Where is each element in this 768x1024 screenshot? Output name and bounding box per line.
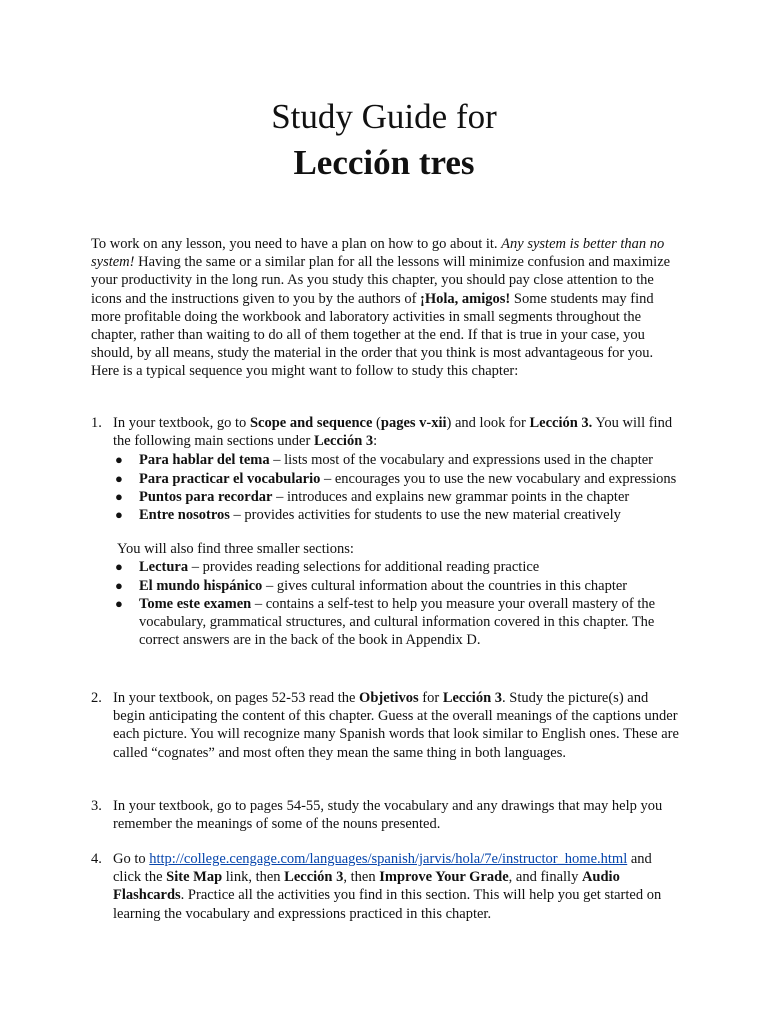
- cengage-link[interactable]: http://college.cengage.com/languages/spanish/jarvis/hola/7e/instructor_home.html: [149, 851, 628, 867]
- section-name: Puntos para recordar: [139, 488, 273, 505]
- step-bold: Scope and sequence: [249, 415, 373, 431]
- list-item: [113, 488, 681, 506]
- bullet-icon: ●: [115, 507, 123, 523]
- step-text: Go to: [113, 851, 146, 867]
- step-2: [91, 689, 681, 762]
- section-name: Tome este examen: [139, 595, 252, 612]
- step-4: [91, 850, 681, 923]
- step-text: In your textbook, go to: [113, 415, 247, 431]
- bullet-icon: ●: [115, 452, 123, 468]
- step-text: and click the: [113, 851, 652, 886]
- step-text: . Practice all the activities you find in this section. This will help you get started on learning the vocabulary and expressions practiced in this chapter.: [113, 887, 662, 922]
- step-text: You will find the following main sections under: [113, 415, 673, 450]
- step-number: 1.: [91, 415, 102, 431]
- section-desc: – gives cultural information about the countries in this chapter: [265, 577, 628, 594]
- bullet-icon: ●: [115, 470, 123, 486]
- section-desc: – provides reading selections for additional reading practice: [191, 559, 540, 576]
- step-text: link, then: [225, 869, 281, 886]
- step-text: , and finally: [508, 869, 579, 886]
- smaller-sections-list: [113, 558, 681, 649]
- intro-text-2: Having the same or a similar plan for all the lessons will minimize confusion and maximize your productivity in the long run. As you study this chapter, you should pay close attention to the icons and the instructions given to you by the authors of: [91, 254, 671, 307]
- list-item: [113, 470, 681, 488]
- step-2-item: [91, 689, 681, 762]
- step-bold: Objetivos: [359, 690, 419, 706]
- step-bold: Audio Flashcards: [113, 869, 620, 904]
- step-number: 2.: [91, 690, 102, 706]
- intro-text-3: Some students may find more profitable doing the workbook and laboratory activities in small segments throughout the chapter, rather than waiting to do all of them together at the end. If that is true in your case, you should, by all means, study the material in the order that you think is most advantageous for you. Here is a typical sequence you might want to follow to study this chapter:: [91, 290, 654, 380]
- bullet-icon: ●: [115, 595, 123, 611]
- smaller-sections-intro: You will also find three smaller sections:: [117, 541, 354, 558]
- list-item: [113, 577, 681, 595]
- step-text: In your textbook, go to pages 54-55, study the vocabulary and any drawings that may help you remember the meanings of some of the nouns presented.: [113, 798, 663, 833]
- step-bold: Lección 3: [442, 690, 503, 706]
- intro-italic: Any system is better than no system!: [91, 236, 665, 271]
- step-4-item: [91, 850, 681, 923]
- list-item: [113, 558, 681, 576]
- step-text: . Study the picture(s) and begin anticipating the content of this chapter. Guess at the overall meanings of the captions under each picture. You will recognize many Spanish words that look similar to English ones. These are called “cognates” and most often they mean the same thing in both languages.: [113, 690, 679, 761]
- section-desc: – lists most of the vocabulary and expressions used in the chapter: [273, 452, 653, 469]
- bullet-icon: ●: [115, 488, 123, 504]
- step-1: [91, 414, 681, 649]
- step-bold: Lección 3: [284, 869, 344, 886]
- step-text: ) and look for: [446, 415, 526, 431]
- intro-paragraph: [91, 235, 681, 381]
- list-item: [113, 506, 681, 524]
- step-bold: Improve Your Grade: [379, 869, 509, 886]
- bullet-icon: ●: [115, 577, 123, 593]
- step-text: , then: [343, 869, 376, 886]
- list-item: [113, 595, 681, 650]
- step-3-item: [91, 797, 681, 833]
- step-bold: Lección 3: [313, 433, 374, 450]
- step-bold: Site Map: [166, 869, 223, 886]
- step-text: :: [373, 433, 378, 450]
- step-number: 3.: [91, 798, 102, 814]
- book-title: ¡Hola, amigos!: [420, 290, 511, 307]
- list-item: [113, 451, 681, 469]
- step-1-item: [91, 414, 681, 649]
- step-bold: pages v-xii: [380, 415, 447, 431]
- step-bold: Lección 3.: [529, 415, 593, 431]
- section-desc: – introduces and explains new grammar points in the chapter: [276, 488, 630, 505]
- step-text: (: [376, 415, 381, 431]
- step-text: for: [422, 690, 440, 706]
- section-name: Lectura: [139, 559, 189, 576]
- section-desc: – provides activities for students to use the new material creatively: [233, 507, 621, 524]
- title-line-2: Lección tres: [293, 143, 475, 182]
- section-name: El mundo hispánico: [139, 577, 263, 594]
- title-line-1: Study Guide for: [271, 97, 497, 136]
- section-name: Entre nosotros: [139, 507, 230, 524]
- section-name: Para practicar el vocabulario: [139, 470, 321, 487]
- intro-text-1: To work on any lesson, you need to have a plan on how to go about it.: [91, 236, 498, 252]
- section-name: Para hablar del tema: [139, 452, 270, 469]
- bullet-icon: ●: [115, 559, 123, 575]
- section-desc: – contains a self-test to help you measure your overall mastery of the vocabulary, grammatical structures, and cultural information covered in this chapter. The correct answers are in the back of the book in Appendix D.: [139, 595, 656, 649]
- section-desc: – encourages you to use the new vocabulary and expressions: [323, 470, 677, 487]
- step-number: 4.: [91, 851, 102, 867]
- step-text: In your textbook, on pages 52-53 read the: [113, 690, 356, 706]
- step-3: [91, 797, 681, 833]
- main-sections-list: [113, 451, 681, 524]
